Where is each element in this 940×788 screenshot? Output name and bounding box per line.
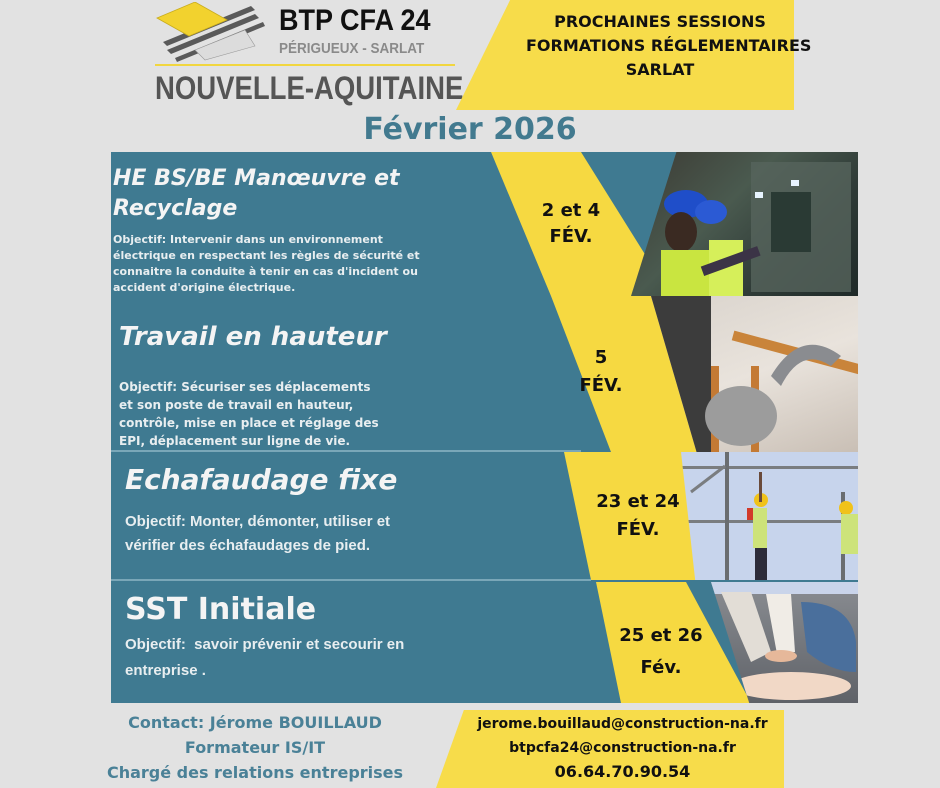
session-3-title	[125, 462, 397, 498]
header-banner	[456, 0, 812, 110]
session-desc-line: accident d'origine électrique.	[113, 281, 296, 294]
contact-phone[interactable]: 06.64.70.90.54	[554, 762, 691, 781]
banner-line: FORMATIONS RÉGLEMENTAIRES	[526, 36, 812, 55]
sessions-panel	[111, 152, 858, 703]
logo-divider	[155, 64, 455, 66]
session-2-date	[551, 344, 651, 400]
session-desc-line: connaitre la conduite à tenir en cas d'incident ou	[113, 265, 418, 278]
session-date-line: 5	[594, 347, 608, 368]
logo-region: NOUVELLE-AQUITAINE	[155, 70, 464, 106]
logo-icon	[155, 2, 265, 62]
session-title-line: SST Initiale	[125, 592, 317, 627]
session-desc-line: EPI, déplacement sur ligne de vie.	[119, 434, 351, 448]
banner-text	[526, 10, 812, 82]
session-date-line: 25 et 26	[619, 625, 703, 646]
contact-role: Formateur IS/IT	[184, 738, 326, 757]
session-1-date	[521, 198, 621, 250]
session-2-description	[119, 378, 379, 450]
contact-info	[100, 710, 410, 785]
scaffolding-photo	[681, 452, 858, 580]
logo-subtitle: PÉRIGUEUX - SARLAT	[279, 40, 425, 57]
session-desc-line: entreprise .	[125, 662, 206, 679]
contact-email-2[interactable]: btpcfa24@construction-na.fr	[509, 740, 736, 756]
session-desc-line: vérifier des échafaudages de pied.	[125, 537, 371, 554]
session-1-description	[113, 232, 420, 296]
session-4-date	[606, 620, 716, 684]
banner-line: SARLAT	[625, 60, 695, 79]
session-date-line: FÉV.	[616, 519, 660, 540]
session-1-title	[113, 164, 400, 224]
session-date-line: Fév.	[640, 657, 682, 678]
session-desc-line: et son poste de travail en hauteur,	[119, 398, 354, 412]
session-date-line: 2 et 4	[541, 200, 601, 221]
session-title-line: HE BS/BE Manœuvre et	[113, 166, 400, 191]
row-divider	[111, 450, 581, 452]
session-desc-line: contrôle, mise en place et réglage des	[119, 416, 379, 430]
session-title-line: Echafaudage fixe	[125, 463, 398, 496]
session-title-line: Recyclage	[113, 196, 238, 221]
session-desc-line: Objectif: Monter, démonter, utiliser et	[125, 513, 391, 530]
contact-role-2: Chargé des relations entreprises	[106, 763, 404, 782]
session-title-line: Travail en hauteur	[119, 322, 387, 352]
session-desc-line: Objectif: Intervenir dans un environnement	[113, 233, 383, 246]
session-3-description	[125, 510, 390, 558]
contact-email-1[interactable]: jerome.bouillaud@construction-na.fr	[477, 716, 768, 732]
session-2-title	[119, 320, 387, 354]
session-date-line: FÉV.	[549, 226, 593, 247]
logo-title: BTP CFA 24	[279, 4, 431, 37]
contact-details-box	[436, 710, 784, 788]
row-divider	[111, 579, 591, 581]
contact-name: Contact: Jérome BOUILLAUD	[128, 713, 382, 732]
session-date-line: FÉV.	[579, 375, 623, 396]
session-desc-line: électrique en respectant les règles de sécurité et	[113, 249, 420, 262]
session-4-title	[125, 590, 316, 630]
session-desc-line: Objectif: Sécuriser ses déplacements	[119, 380, 371, 394]
banner-line: PROCHAINES SESSIONS	[554, 12, 766, 31]
session-date-line: 23 et 24	[596, 491, 680, 512]
session-desc-line: Objectif: savoir prévenir et secourir en	[125, 636, 405, 653]
session-4-description	[125, 632, 404, 684]
month-heading: Février 2026	[363, 112, 577, 147]
session-3-date	[583, 488, 693, 544]
